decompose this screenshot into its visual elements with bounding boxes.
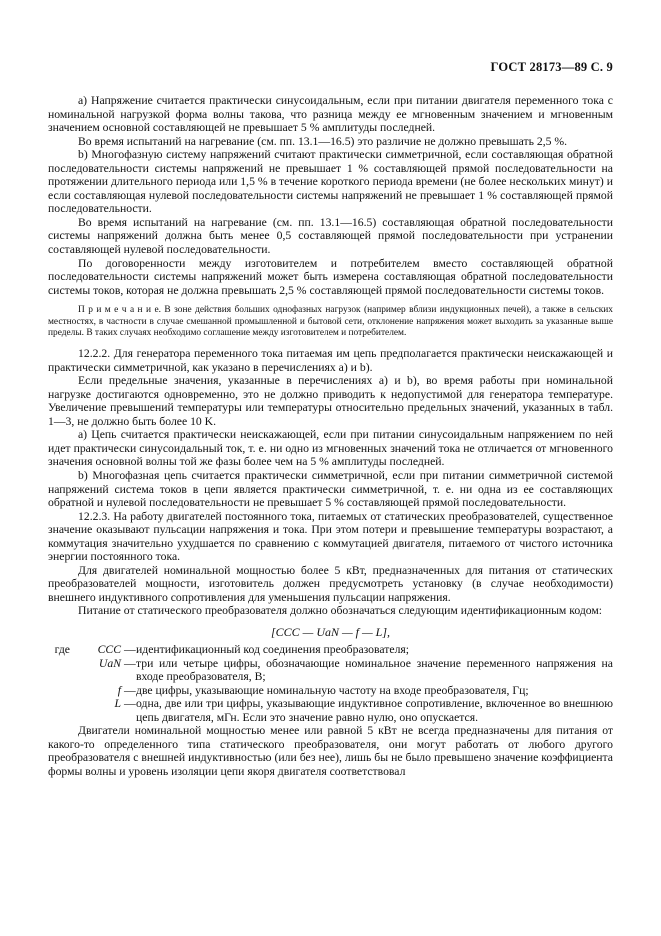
- paragraph-b-polyphase-symmetric: b) Многофазную систему напряжений считают практически симметричной, если составляющая обратной последовательности системы напряжений не превышает 1 % составляющей прямой последовательности на протяжении длительного периода или 1,5 % в течение короткого периода времени (не более нескольких минут) и если составляющая нулевой последовательности системы напряжений не превышает 1 % составляющей прямой последовательности.: [48, 148, 613, 216]
- paragraph-identification-code: Питание от статического преобразователя должно обозначаться следующим идентификационным кодом:: [78, 604, 603, 618]
- paragraph-motors-over-5kw: Для двигателей номинальной мощностью более 5 кВт, предназначенных для питания от статических преобразователей мощности, изготовитель должен предусмотреть установку (в случае необходимости) внешнего индуктивного сопротивления для уменьшения пульсации напряжения.: [48, 563, 613, 604]
- where-label: где: [54, 643, 70, 657]
- definition-dash: —: [124, 683, 136, 697]
- definition-symbol: UaN: [98, 656, 121, 670]
- definition-text: три или четыре цифры, обозначающие номинальное значение переменного напряжения на входе преобразователя, В;: [136, 656, 613, 684]
- definition-symbol: L: [114, 697, 121, 711]
- paragraph-a-circuit-non-distorting: а) Цепь считается практически неискажающей, если при питании синусоидальным напряжением по ней идет практически синусоидальный ток, т. е. ни одно из мгновенных значений тока не отличается от мгновенного значения основной волны той же фазы более чем на 5 % амплитуды последней.: [48, 428, 613, 469]
- definition-text: две цифры, указывающие номинальную частоту на входе преобразователя, Гц;: [136, 683, 529, 697]
- definition-text: одна, две или три цифры, указывающие индуктивное сопротивление, включенное во внешнюю цепь двигателя, мГн. Если это значение равно нулю, оно опускается.: [136, 697, 613, 724]
- definition-text: идентификационный код соединения преобразователя;: [136, 643, 410, 657]
- definition-dash: —: [124, 697, 136, 711]
- paragraph-agreement-current-system: По договоренности между изготовителем и потребителем вместо составляющей обратной последовательности системы напряжений может быть измерена составляющая обратной последовательности системы токов, которая не должна превышать 2,5 % составляющей прямой последовательности системы токов.: [48, 256, 613, 297]
- paragraph-a-voltage-sinusoidal: а) Напряжение считается практически синусоидальным, если при питании двигателя переменного тока с номинальной нагрузкой форма волны такова, что разница между ее мгновенным значением и мгновенным значением основной составляющей не превышает 5 % амплитуды последней.: [48, 94, 613, 135]
- definition-row: [48, 684, 613, 698]
- definition-symbol: f: [117, 683, 121, 697]
- definition-row: [48, 643, 613, 657]
- definition-dash: —: [124, 643, 136, 657]
- paragraph-limit-values: Если предельные значения, указанные в перечислениях а) и b), во время работы при номинальной нагрузке достигаются одновременно, это не должно приводить к недопустимой для генератора температуре. Увеличение превышений температуры или температуры относительно предельных значений, указанных в табл. 1—3, не должно быть более 10 K.: [48, 374, 613, 428]
- paragraph-heating-test-2-5: Во время испытаний на нагревание (см. пп. 13.1—16.5) это различие не должно превышать 2,5 %.: [78, 134, 568, 148]
- paragraph-12-2-2: 12.2.2. Для генератора переменного тока питаемая им цепь предполагается практически неискажающей и практически симметричной, как указано в перечислениях а) и b).: [48, 347, 613, 374]
- paragraph-motors-5kw-or-less: Двигатели номинальной мощностью менее или равной 5 кВт не всегда предназначены для питания от какого-то определенного типа статического преобразователя, они могут работать от любого другого преобразователя с внешней индуктивностью (или без нее), лишь бы не было превышено значение коэффициента формы волны и уровень изоляции цепи якоря двигателя соответствовал: [48, 724, 613, 778]
- identification-formula: [CCC — UaN — f — L],: [270, 625, 391, 640]
- definitions-list: [48, 643, 613, 724]
- paragraph-heating-test-negative-sequence: Во время испытаний на нагревание (см. пп. 13.1—16.5) составляющая обратной последовательности системы напряжений должна быть менее 0,5 составляющей прямой последовательности при устранении составляющей нулевой последовательности.: [48, 215, 613, 257]
- document-body: [48, 94, 613, 779]
- paragraph-b-circuit-symmetric: b) Многофазная цепь считается практически симметричной, если при питании симметричной системой напряжений система токов в цепи является практически симметричной, т. е. ни одна из ее составляющих обратной и нулевой последовательности не превышает 5 % составляющей прямой последовательности.: [48, 469, 613, 510]
- definition-row: [48, 657, 613, 684]
- definition-dash: —: [124, 656, 136, 670]
- page-header: ГОСТ 28173—89 С. 9: [490, 60, 613, 74]
- definition-symbol: CCC: [97, 643, 121, 657]
- paragraph-12-2-3: 12.2.3. На работу двигателей постоянного тока, питаемых от статических преобразователей, существенное значение оказывают пульсации напряжения и тока. При этом потери и превышение температуры возрастают, а коммутация значительно ухудшается по сравнению с коммутацией двигателя, питаемого от чистого источника энергии постоянного тока.: [48, 509, 613, 564]
- definition-row: [48, 697, 613, 724]
- note-paragraph: П р и м е ч а н и е. В зоне действия больших однофазных нагрузок (например вблизи индукционных печей), а также в сельских местностях, в частности в случае смешанной промышленной и бытовой сети, отклонение напряжения может выходить за указанные выше пределы. В таких случаях необходимо соглашение между изготовителем и потребителем.: [48, 305, 613, 338]
